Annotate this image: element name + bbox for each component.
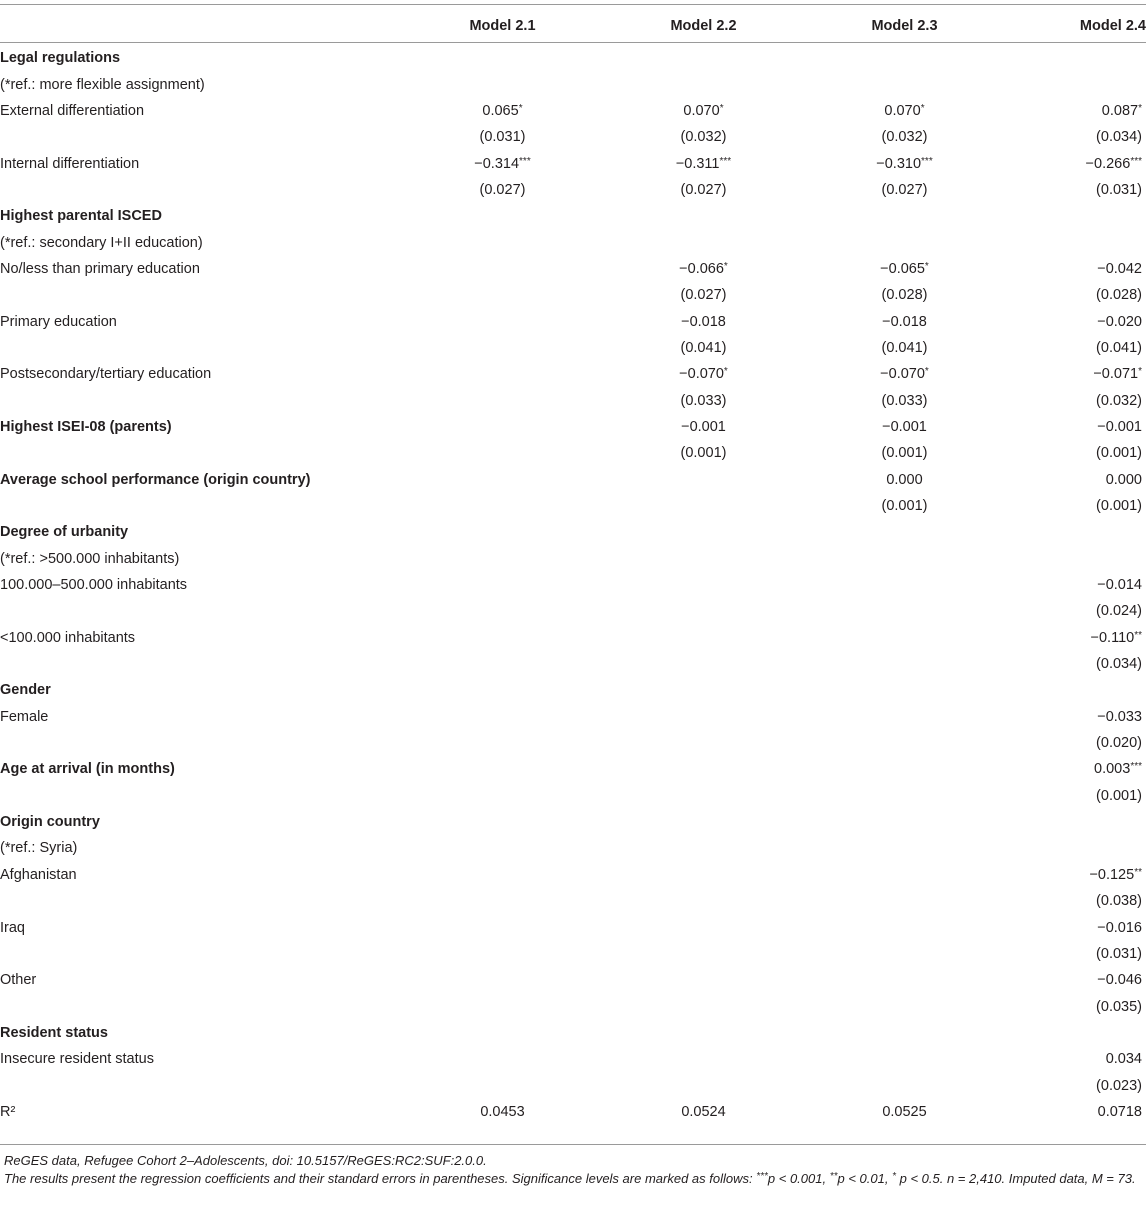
row-label: Insecure resident status xyxy=(0,1051,154,1068)
table-row xyxy=(0,177,1146,203)
table-cell-model-2-2 xyxy=(605,71,802,97)
table-cell-model-2-2 xyxy=(605,546,802,572)
table-cell-model-2-1 xyxy=(400,387,605,413)
table-cell-model-2-1 xyxy=(400,71,605,97)
table-row xyxy=(0,440,1146,466)
table-cell-model-2-2 xyxy=(605,809,802,835)
table-row xyxy=(0,229,1146,255)
table-cell-model-2-4: −0.046 xyxy=(1097,972,1142,989)
table-cell-model-2-2 xyxy=(605,1046,802,1072)
table-cell-model-2-1 xyxy=(400,519,605,545)
row-label: Legal regulations xyxy=(0,50,121,67)
table-cell-model-2-2: (0.032) xyxy=(680,129,727,146)
row-label: No/less than primary education xyxy=(0,260,200,277)
table-cell-model-2-1 xyxy=(400,440,605,466)
row-label xyxy=(0,993,400,1019)
table-cell-model-2-3: (0.001) xyxy=(881,498,928,515)
table-row xyxy=(0,835,1146,861)
table-row xyxy=(0,387,1146,413)
table-cell-model-2-2: −0.070* xyxy=(679,366,728,383)
table-cell-model-2-1 xyxy=(400,967,605,993)
table-cell-model-2-3 xyxy=(802,651,1007,677)
row-label xyxy=(0,730,400,756)
table-cell-model-2-2 xyxy=(605,730,802,756)
table-note-source: ReGES data, Refugee Cohort 2–Adolescents, doi: 10.5157/ReGES:RC2:SUF:2.0.0. xyxy=(4,1153,487,1168)
row-label: Female xyxy=(0,708,49,725)
table-cell-model-2-2: (0.033) xyxy=(680,392,727,409)
table-cell-model-2-4: (0.024) xyxy=(1096,603,1142,620)
table-row xyxy=(0,862,1146,888)
table-row xyxy=(0,625,1146,651)
table-cell-model-2-4 xyxy=(1007,45,1146,71)
row-label xyxy=(0,440,400,466)
table-row xyxy=(0,1072,1146,1098)
table-cell-model-2-4: −0.266*** xyxy=(1085,155,1142,172)
table-cell-model-2-3 xyxy=(802,546,1007,572)
row-label xyxy=(0,783,400,809)
table-row xyxy=(0,519,1146,545)
table-row xyxy=(0,493,1146,519)
table-cell-model-2-3 xyxy=(802,704,1007,730)
row-label xyxy=(0,941,400,967)
table-cell-model-2-4 xyxy=(1007,677,1146,703)
table-row xyxy=(0,967,1146,993)
row-label: <100.000 inhabitants xyxy=(0,629,136,646)
table-cell-model-2-1 xyxy=(400,308,605,334)
column-header-model-2-4: Model 2.4 xyxy=(1079,17,1146,34)
table-cell-model-2-3 xyxy=(802,677,1007,703)
table-cell-model-2-1 xyxy=(400,256,605,282)
table-cell-model-2-4: −0.014 xyxy=(1097,577,1142,594)
table-cell-model-2-3 xyxy=(802,756,1007,782)
table-cell-model-2-1 xyxy=(400,467,605,493)
table-row xyxy=(0,1020,1146,1046)
table-row xyxy=(0,45,1146,71)
table-note-explanation: The results present the regression coefficients and their standard errors in parentheses. Significance levels are marked as follows: ***p < 0.001, **p < 0.01, * p < 0.5. n = 2,410. Imputed data, M = 73. xyxy=(4,1171,1136,1186)
table-cell-model-2-3: −0.018 xyxy=(882,313,927,330)
table-row xyxy=(0,150,1146,176)
table-cell-model-2-4: 0.003*** xyxy=(1094,761,1142,778)
table-cell-model-2-4: −0.071* xyxy=(1093,366,1142,383)
table-row xyxy=(0,809,1146,835)
table-cell-model-2-2: −0.018 xyxy=(681,313,726,330)
row-label: Postsecondary/tertiary education xyxy=(0,366,212,383)
table-cell-model-2-1: (0.031) xyxy=(479,129,526,146)
table-cell-model-2-4 xyxy=(1007,1020,1146,1046)
table-row xyxy=(0,414,1146,440)
table-cell-model-2-3 xyxy=(802,809,1007,835)
table-cell-model-2-3 xyxy=(802,625,1007,651)
table-cell-model-2-2: −0.311*** xyxy=(675,155,732,172)
table-row xyxy=(0,598,1146,624)
table-cell-model-2-2 xyxy=(605,1020,802,1046)
table-row xyxy=(0,651,1146,677)
table-cell-model-2-1 xyxy=(400,625,605,651)
table-cell-model-2-1 xyxy=(400,203,605,229)
row-label xyxy=(0,651,400,677)
table-cell-model-2-1 xyxy=(400,45,605,71)
table-row xyxy=(0,467,1146,493)
table-notes xyxy=(4,1152,1142,1188)
table-cell-model-2-3 xyxy=(802,1072,1007,1098)
column-header-model-2-2: Model 2.2 xyxy=(670,17,737,34)
table-cell-model-2-2 xyxy=(605,862,802,888)
table-cell-model-2-3: 0.070* xyxy=(884,102,925,119)
table-cell-model-2-1 xyxy=(400,993,605,1019)
table-row xyxy=(0,993,1146,1019)
table-cell-model-2-3: −0.001 xyxy=(882,418,927,435)
table-cell-model-2-2 xyxy=(605,1072,802,1098)
table-cell-model-2-2: (0.027) xyxy=(680,181,727,198)
table-row xyxy=(0,256,1146,282)
table-row xyxy=(0,783,1146,809)
table-cell-model-2-4: 0.034 xyxy=(1105,1051,1142,1068)
table-row xyxy=(0,71,1146,97)
table-row xyxy=(0,1046,1146,1072)
table-cell-model-2-1 xyxy=(400,704,605,730)
table-row xyxy=(0,203,1146,229)
table-cell-model-2-4: (0.001) xyxy=(1096,787,1142,804)
table-cell-model-2-1: 0.0453 xyxy=(480,1103,525,1120)
table-cell-model-2-1 xyxy=(400,835,605,861)
table-cell-model-2-2 xyxy=(605,835,802,861)
table-cell-model-2-4: (0.001) xyxy=(1096,445,1142,462)
table-row xyxy=(0,730,1146,756)
table-cell-model-2-3 xyxy=(802,967,1007,993)
table-cell-model-2-1 xyxy=(400,361,605,387)
table-cell-model-2-3 xyxy=(802,572,1007,598)
row-label xyxy=(0,888,400,914)
table-cell-model-2-4: (0.023) xyxy=(1096,1077,1142,1094)
row-label: Average school performance (origin country) xyxy=(0,471,311,488)
column-header xyxy=(0,4,400,45)
table-cell-model-2-4: −0.042 xyxy=(1097,260,1142,277)
table-cell-model-2-4: −0.016 xyxy=(1097,919,1142,936)
row-label: R² xyxy=(0,1103,16,1120)
table-cell-model-2-3 xyxy=(802,1046,1007,1072)
row-label: Afghanistan xyxy=(0,866,77,883)
table-cell-model-2-4: (0.001) xyxy=(1096,498,1142,515)
table-cell-model-2-3: (0.028) xyxy=(881,287,928,304)
row-label xyxy=(0,493,400,519)
row-label: Age at arrival (in months) xyxy=(0,761,175,778)
table-cell-model-2-4: (0.034) xyxy=(1096,656,1142,673)
table-row xyxy=(0,677,1146,703)
table-cell-model-2-2 xyxy=(605,598,802,624)
table-cell-model-2-2 xyxy=(605,45,802,71)
table-cell-model-2-1 xyxy=(400,335,605,361)
table-cell-model-2-1 xyxy=(400,888,605,914)
table-cell-model-2-1: 0.065* xyxy=(482,102,523,119)
table-cell-model-2-4: (0.041) xyxy=(1096,339,1142,356)
table-cell-model-2-1 xyxy=(400,1046,605,1072)
table-row xyxy=(0,941,1146,967)
table-cell-model-2-4: −0.001 xyxy=(1097,418,1142,435)
table-cell-model-2-2 xyxy=(605,704,802,730)
row-label xyxy=(0,598,400,624)
row-label: Highest parental ISCED xyxy=(0,208,162,225)
table-cell-model-2-3 xyxy=(802,71,1007,97)
table-cell-model-2-1 xyxy=(400,783,605,809)
table-cell-model-2-3: 0.000 xyxy=(886,471,923,488)
row-label: (*ref.: more flexible assignment) xyxy=(0,76,205,93)
table-cell-model-2-1: −0.314*** xyxy=(474,155,531,172)
table-cell-model-2-2: (0.001) xyxy=(680,445,727,462)
row-label: (*ref.: Syria) xyxy=(0,840,78,857)
table-cell-model-2-4: (0.031) xyxy=(1096,945,1142,962)
table-cell-model-2-3 xyxy=(802,1020,1007,1046)
table-row xyxy=(0,98,1146,124)
table-cell-model-2-4 xyxy=(1007,835,1146,861)
table-cell-model-2-4: −0.033 xyxy=(1097,708,1142,725)
row-label xyxy=(0,1072,400,1098)
row-label: (*ref.: >500.000 inhabitants) xyxy=(0,550,180,567)
table-cell-model-2-3: −0.070* xyxy=(880,366,929,383)
table-cell-model-2-3 xyxy=(802,598,1007,624)
table-cell-model-2-1 xyxy=(400,229,605,255)
table-cell-model-2-2 xyxy=(605,467,802,493)
table-cell-model-2-3: (0.001) xyxy=(881,445,928,462)
table-cell-model-2-1 xyxy=(400,414,605,440)
table-cell-model-2-3 xyxy=(802,862,1007,888)
table-cell-model-2-1 xyxy=(400,1072,605,1098)
table-cell-model-2-3 xyxy=(802,229,1007,255)
table-cell-model-2-3 xyxy=(802,888,1007,914)
row-label: External differentiation xyxy=(0,102,145,119)
table-cell-model-2-4 xyxy=(1007,546,1146,572)
table-cell-model-2-2 xyxy=(605,493,802,519)
table-cell-model-2-3 xyxy=(802,45,1007,71)
table-cell-model-2-1 xyxy=(400,809,605,835)
row-label: Internal differentiation xyxy=(0,155,140,172)
table-cell-model-2-2 xyxy=(605,519,802,545)
table-cell-model-2-1: (0.027) xyxy=(479,181,526,198)
table-cell-model-2-4: −0.020 xyxy=(1097,313,1142,330)
table-cell-model-2-2 xyxy=(605,967,802,993)
table-cell-model-2-3: (0.041) xyxy=(881,339,928,356)
table-cell-model-2-3: (0.027) xyxy=(881,181,928,198)
table-cell-model-2-3: (0.033) xyxy=(881,392,928,409)
table-cell-model-2-2 xyxy=(605,783,802,809)
table-cell-model-2-4 xyxy=(1007,809,1146,835)
table-cell-model-2-3 xyxy=(802,730,1007,756)
row-label: Other xyxy=(0,972,37,989)
table-cell-model-2-3 xyxy=(802,519,1007,545)
table-cell-model-2-2 xyxy=(605,572,802,598)
table-cell-model-2-3 xyxy=(802,835,1007,861)
row-label xyxy=(0,387,400,413)
table-body xyxy=(0,45,1146,1125)
row-label: 100.000–500.000 inhabitants xyxy=(0,577,188,594)
table-cell-model-2-2: −0.001 xyxy=(681,418,726,435)
table-cell-model-2-4: (0.031) xyxy=(1096,181,1142,198)
table-cell-model-2-3: 0.0525 xyxy=(882,1103,927,1120)
table-cell-model-2-2 xyxy=(605,229,802,255)
table-cell-model-2-1 xyxy=(400,914,605,940)
table-cell-model-2-3: −0.065* xyxy=(880,260,929,277)
table-cell-model-2-2: 0.0524 xyxy=(681,1103,726,1120)
table-row xyxy=(0,1099,1146,1125)
table-cell-model-2-2 xyxy=(605,914,802,940)
table-cell-model-2-2 xyxy=(605,651,802,677)
row-label: Origin country xyxy=(0,814,100,831)
table-row xyxy=(0,572,1146,598)
table-cell-model-2-4: (0.032) xyxy=(1096,392,1142,409)
table-cell-model-2-4: (0.034) xyxy=(1096,129,1142,146)
table-row xyxy=(0,756,1146,782)
table-cell-model-2-2 xyxy=(605,677,802,703)
table-cell-model-2-4: −0.110** xyxy=(1090,629,1142,646)
table-cell-model-2-1 xyxy=(400,730,605,756)
table-row xyxy=(0,335,1146,361)
row-label: Iraq xyxy=(0,919,25,936)
regression-table xyxy=(0,4,1146,1125)
row-label xyxy=(0,282,400,308)
table-cell-model-2-4: (0.028) xyxy=(1096,287,1142,304)
table-row xyxy=(0,361,1146,387)
row-label: Primary education xyxy=(0,313,117,330)
table-cell-model-2-4: (0.020) xyxy=(1096,735,1142,752)
table-cell-model-2-2 xyxy=(605,756,802,782)
table-cell-model-2-2: (0.027) xyxy=(680,287,727,304)
table-cell-model-2-2: −0.066* xyxy=(679,260,728,277)
table-cell-model-2-1 xyxy=(400,598,605,624)
table-cell-model-2-1 xyxy=(400,546,605,572)
table-cell-model-2-1 xyxy=(400,282,605,308)
table-cell-model-2-3: −0.310*** xyxy=(876,155,933,172)
table-cell-model-2-1 xyxy=(400,862,605,888)
table-cell-model-2-3: (0.032) xyxy=(881,129,928,146)
table-cell-model-2-2 xyxy=(605,993,802,1019)
row-label xyxy=(0,335,400,361)
row-label: Resident status xyxy=(0,1024,108,1041)
table-cell-model-2-2: (0.041) xyxy=(680,339,727,356)
row-label xyxy=(0,177,400,203)
column-header-model-2-1: Model 2.1 xyxy=(469,17,536,34)
table-header-row xyxy=(0,4,1146,45)
table-cell-model-2-4: (0.038) xyxy=(1096,893,1142,910)
table-cell-model-2-1 xyxy=(400,572,605,598)
table-cell-model-2-2 xyxy=(605,203,802,229)
table-cell-model-2-1 xyxy=(400,941,605,967)
table-cell-model-2-4: 0.087* xyxy=(1101,102,1142,119)
row-label: Degree of urbanity xyxy=(0,524,129,541)
table-cell-model-2-1 xyxy=(400,493,605,519)
table-cell-model-2-4: (0.035) xyxy=(1096,998,1142,1015)
row-label: (*ref.: secondary I+II education) xyxy=(0,234,203,251)
table-cell-model-2-3 xyxy=(802,783,1007,809)
table-cell-model-2-4 xyxy=(1007,71,1146,97)
table-bottom-rule xyxy=(0,1144,1146,1145)
table-cell-model-2-3 xyxy=(802,993,1007,1019)
table-row xyxy=(0,124,1146,150)
table-cell-model-2-2 xyxy=(605,625,802,651)
table-row xyxy=(0,308,1146,334)
table-cell-model-2-4: 0.000 xyxy=(1105,471,1142,488)
table-cell-model-2-1 xyxy=(400,1020,605,1046)
table-row xyxy=(0,546,1146,572)
table-cell-model-2-4: 0.0718 xyxy=(1097,1103,1142,1120)
table-cell-model-2-2 xyxy=(605,888,802,914)
table-cell-model-2-1 xyxy=(400,756,605,782)
table-cell-model-2-2: 0.070* xyxy=(683,102,724,119)
row-label: Gender xyxy=(0,682,51,699)
table-row xyxy=(0,888,1146,914)
table-cell-model-2-4: −0.125** xyxy=(1089,866,1142,883)
row-label xyxy=(0,124,400,150)
table-cell-model-2-3 xyxy=(802,914,1007,940)
table-cell-model-2-1 xyxy=(400,677,605,703)
table-row xyxy=(0,914,1146,940)
table-row xyxy=(0,704,1146,730)
column-header-model-2-3: Model 2.3 xyxy=(871,17,938,34)
table-cell-model-2-2 xyxy=(605,941,802,967)
table-cell-model-2-3 xyxy=(802,941,1007,967)
row-label: Highest ISEI-08 (parents) xyxy=(0,418,172,435)
table-cell-model-2-1 xyxy=(400,651,605,677)
table-cell-model-2-4 xyxy=(1007,229,1146,255)
table-cell-model-2-4 xyxy=(1007,203,1146,229)
table-cell-model-2-3 xyxy=(802,203,1007,229)
table-row xyxy=(0,282,1146,308)
table-cell-model-2-4 xyxy=(1007,519,1146,545)
